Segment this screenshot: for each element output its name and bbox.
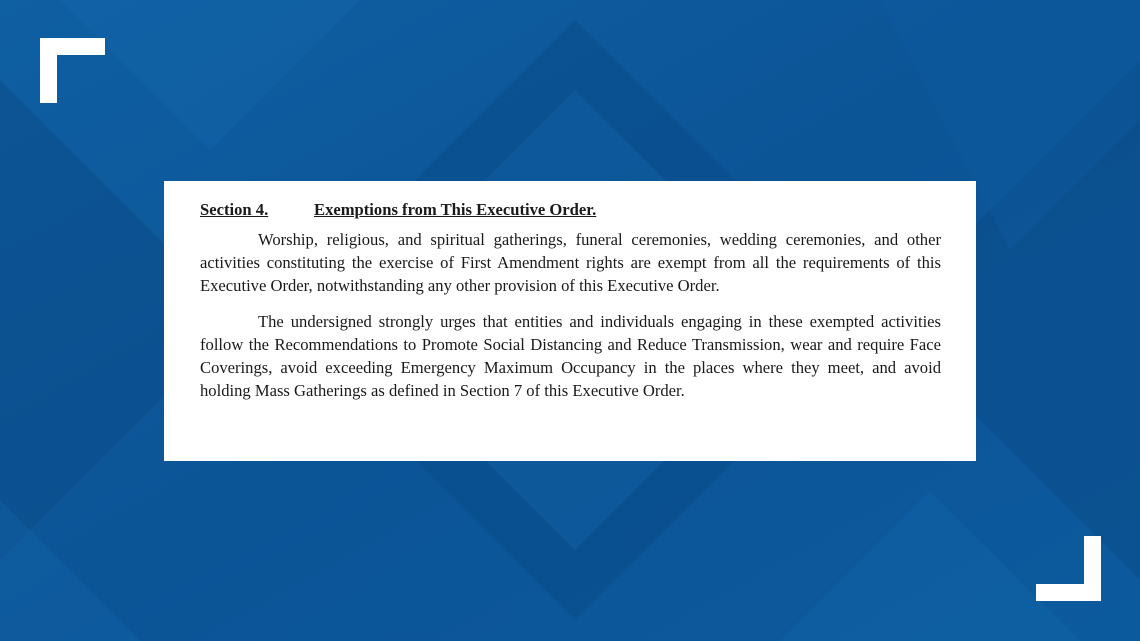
document-excerpt-card <box>164 181 976 461</box>
paragraph-exemptions: Worship, religious, and spiritual gatherings, funeral ceremonies, wedding ceremonies, and other activities constituting the exercise of First Amendment rights are exempt from all the requirements of this Executive Order, notwithstanding any other provision of this Executive Order. <box>200 230 941 295</box>
paragraph-recommendations: The undersigned strongly urges that entities and individuals engaging in these exempted activities follow the Recommendations to Promote Social Distancing and Reduce Transmission, wear and require Face Coverings, avoid exceeding Emergency Maximum Occupancy in the places where they meet, and avoid holding Mass Gatherings as defined in Section 7 of this Executive Order. <box>200 312 941 400</box>
section-title: Exemptions from This Executive Order. <box>314 200 597 219</box>
frame-corner-bottom-right-icon <box>1036 536 1101 601</box>
frame-corner-top-left-icon <box>40 38 105 103</box>
section-number: Section 4. <box>200 200 269 219</box>
corner-bracket-bottom-right <box>1036 536 1101 601</box>
corner-bracket-top-left <box>40 38 105 103</box>
section-heading <box>200 199 941 221</box>
